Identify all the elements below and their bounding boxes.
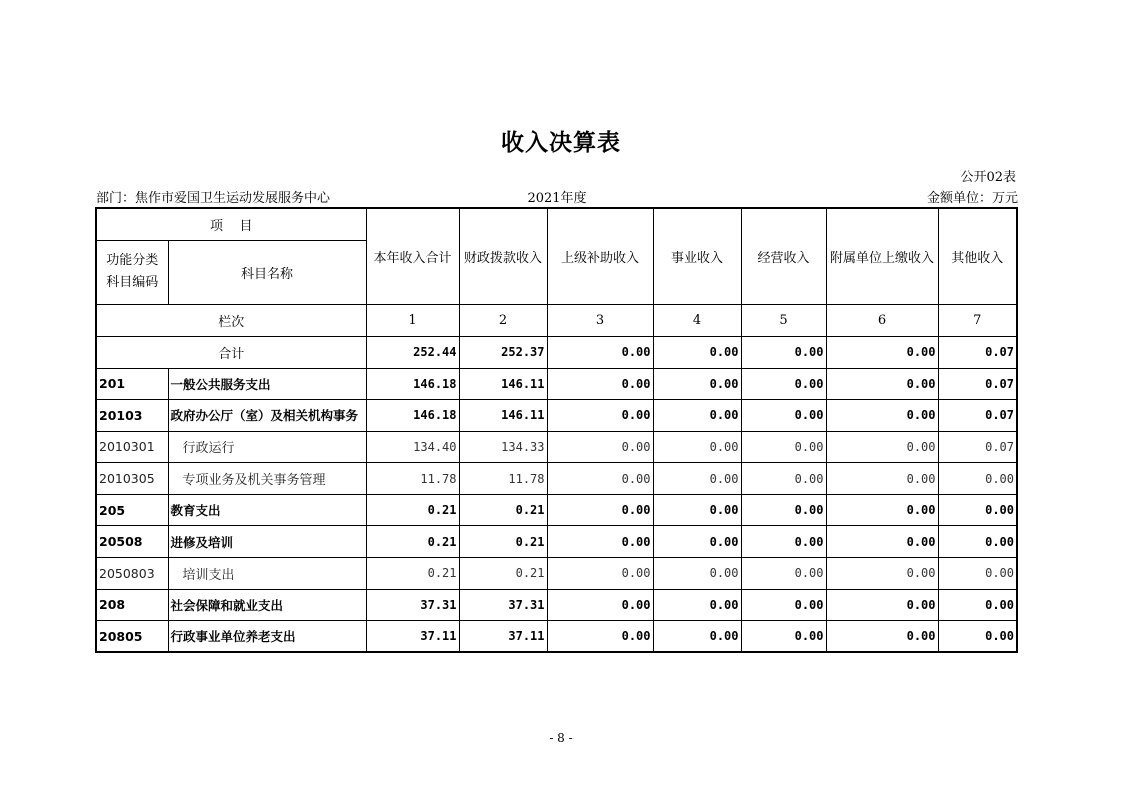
total-cell: 0.07 <box>938 336 1017 368</box>
department-label: 部门：焦作市爱国卫生运动发展服务中心 <box>96 191 331 206</box>
amount-cell: 0.00 <box>826 494 938 526</box>
amount-cell: 0.00 <box>547 621 653 653</box>
amount-cell: 0.00 <box>938 558 1017 590</box>
amount-cell: 0.00 <box>547 463 653 495</box>
amount-cell: 0.21 <box>366 494 459 526</box>
amount-cell: 0.00 <box>938 589 1017 621</box>
subject-code: 20103 <box>96 400 168 432</box>
amount-cell: 0.00 <box>653 400 741 432</box>
amount-cell: 0.00 <box>826 558 938 590</box>
table-row <box>96 368 1017 400</box>
header-code: 功能分类 科目编码 <box>96 240 168 304</box>
amount-cell: 11.78 <box>459 463 547 495</box>
amount-cell: 134.40 <box>366 431 459 463</box>
total-cell: 0.00 <box>653 336 741 368</box>
subject-name: 专项业务及机关事务管理 <box>168 463 366 495</box>
amount-cell: 146.11 <box>459 368 547 400</box>
amount-unit: 金额单位：万元 <box>926 191 1018 206</box>
amount-cell: 37.31 <box>366 589 459 621</box>
header-project: 项 目 <box>96 208 366 240</box>
amount-cell: 0.00 <box>938 494 1017 526</box>
subject-code: 20508 <box>96 526 168 558</box>
col-number: 7 <box>938 304 1017 336</box>
amount-cell: 146.18 <box>366 368 459 400</box>
amount-cell: 0.00 <box>741 526 826 558</box>
amount-cell: 0.21 <box>459 526 547 558</box>
table-row <box>96 494 1017 526</box>
amount-cell: 0.00 <box>653 368 741 400</box>
amount-cell: 37.11 <box>366 621 459 653</box>
header-col-business: 事业收入 <box>653 208 741 304</box>
amount-cell: 0.00 <box>741 431 826 463</box>
total-cell: 252.44 <box>366 336 459 368</box>
income-table <box>95 207 1018 653</box>
amount-cell: 0.00 <box>826 621 938 653</box>
report-meta <box>96 187 1018 205</box>
subject-code: 20805 <box>96 621 168 653</box>
amount-cell: 0.00 <box>653 463 741 495</box>
amount-cell: 0.00 <box>653 431 741 463</box>
table-row <box>96 463 1017 495</box>
total-cell: 252.37 <box>459 336 547 368</box>
subject-code: 2050803 <box>96 558 168 590</box>
amount-cell: 0.00 <box>741 494 826 526</box>
subject-name: 一般公共服务支出 <box>168 368 366 400</box>
header-index-row <box>96 304 1017 336</box>
amount-cell: 0.00 <box>547 558 653 590</box>
amount-cell: 0.00 <box>826 526 938 558</box>
report-title: 收入决算表 <box>501 130 621 156</box>
amount-cell: 0.07 <box>938 368 1017 400</box>
amount-cell: 0.00 <box>547 526 653 558</box>
col-number: 6 <box>826 304 938 336</box>
table-row <box>96 400 1017 432</box>
table-row <box>96 526 1017 558</box>
col-number: 2 <box>459 304 547 336</box>
amount-cell: 0.00 <box>741 558 826 590</box>
total-cell: 0.00 <box>741 336 826 368</box>
amount-cell: 0.07 <box>938 431 1017 463</box>
page-number: - 8 - <box>549 731 573 745</box>
subject-name: 社会保障和就业支出 <box>168 589 366 621</box>
total-row <box>96 336 1017 368</box>
amount-cell: 0.00 <box>547 494 653 526</box>
amount-cell: 0.00 <box>741 400 826 432</box>
amount-cell: 0.00 <box>741 463 826 495</box>
amount-cell: 0.21 <box>459 558 547 590</box>
subject-code: 2010301 <box>96 431 168 463</box>
subject-name: 教育支出 <box>168 494 366 526</box>
amount-cell: 146.18 <box>366 400 459 432</box>
header-row-1 <box>96 208 1017 240</box>
header-col-fiscal: 财政拨款收入 <box>459 208 547 304</box>
amount-cell: 0.00 <box>741 621 826 653</box>
table-row <box>96 621 1017 653</box>
header-col-total: 本年收入合计 <box>366 208 459 304</box>
amount-cell: 0.00 <box>826 368 938 400</box>
amount-cell: 37.31 <box>459 589 547 621</box>
subject-name: 培训支出 <box>168 558 366 590</box>
table-row <box>96 589 1017 621</box>
amount-cell: 146.11 <box>459 400 547 432</box>
amount-cell: 0.00 <box>741 368 826 400</box>
amount-cell: 0.00 <box>547 589 653 621</box>
amount-cell: 0.21 <box>366 558 459 590</box>
header-col-affiliated: 附属单位上缴收入 <box>826 208 938 304</box>
table-row <box>96 431 1017 463</box>
amount-cell: 11.78 <box>366 463 459 495</box>
subject-code: 208 <box>96 589 168 621</box>
col-number: 5 <box>741 304 826 336</box>
subject-code: 2010305 <box>96 463 168 495</box>
amount-cell: 134.33 <box>459 431 547 463</box>
amount-cell: 0.00 <box>547 431 653 463</box>
amount-cell: 0.00 <box>653 494 741 526</box>
col-number: 4 <box>653 304 741 336</box>
subject-code: 201 <box>96 368 168 400</box>
amount-cell: 37.11 <box>459 621 547 653</box>
subject-name: 政府办公厅（室）及相关机构事务 <box>168 400 366 432</box>
amount-cell: 0.00 <box>938 463 1017 495</box>
subject-name: 行政运行 <box>168 431 366 463</box>
header-col-superior: 上级补助收入 <box>547 208 653 304</box>
header-name: 科目名称 <box>168 240 366 304</box>
fiscal-year: 2021年度 <box>527 191 587 206</box>
form-number: 公开02表 <box>960 170 1016 185</box>
amount-cell: 0.00 <box>826 463 938 495</box>
amount-cell: 0.00 <box>653 589 741 621</box>
amount-cell: 0.00 <box>938 621 1017 653</box>
amount-cell: 0.21 <box>366 526 459 558</box>
row-index-label: 栏次 <box>96 304 366 336</box>
amount-cell: 0.00 <box>653 526 741 558</box>
col-number: 3 <box>547 304 653 336</box>
col-number: 1 <box>366 304 459 336</box>
total-label: 合计 <box>96 336 366 368</box>
total-cell: 0.00 <box>826 336 938 368</box>
subject-code: 205 <box>96 494 168 526</box>
amount-cell: 0.00 <box>826 400 938 432</box>
amount-cell: 0.00 <box>653 621 741 653</box>
amount-cell: 0.21 <box>459 494 547 526</box>
amount-cell: 0.00 <box>826 589 938 621</box>
amount-cell: 0.00 <box>938 526 1017 558</box>
amount-cell: 0.00 <box>826 431 938 463</box>
table-row <box>96 558 1017 590</box>
amount-cell: 0.00 <box>741 589 826 621</box>
amount-cell: 0.07 <box>938 400 1017 432</box>
table-body <box>96 368 1017 652</box>
header-col-operating: 经营收入 <box>741 208 826 304</box>
amount-cell: 0.00 <box>547 368 653 400</box>
amount-cell: 0.00 <box>547 400 653 432</box>
amount-cell: 0.00 <box>653 558 741 590</box>
subject-name: 进修及培训 <box>168 526 366 558</box>
header-col-other: 其他收入 <box>938 208 1017 304</box>
total-cell: 0.00 <box>547 336 653 368</box>
subject-name: 行政事业单位养老支出 <box>168 621 366 653</box>
